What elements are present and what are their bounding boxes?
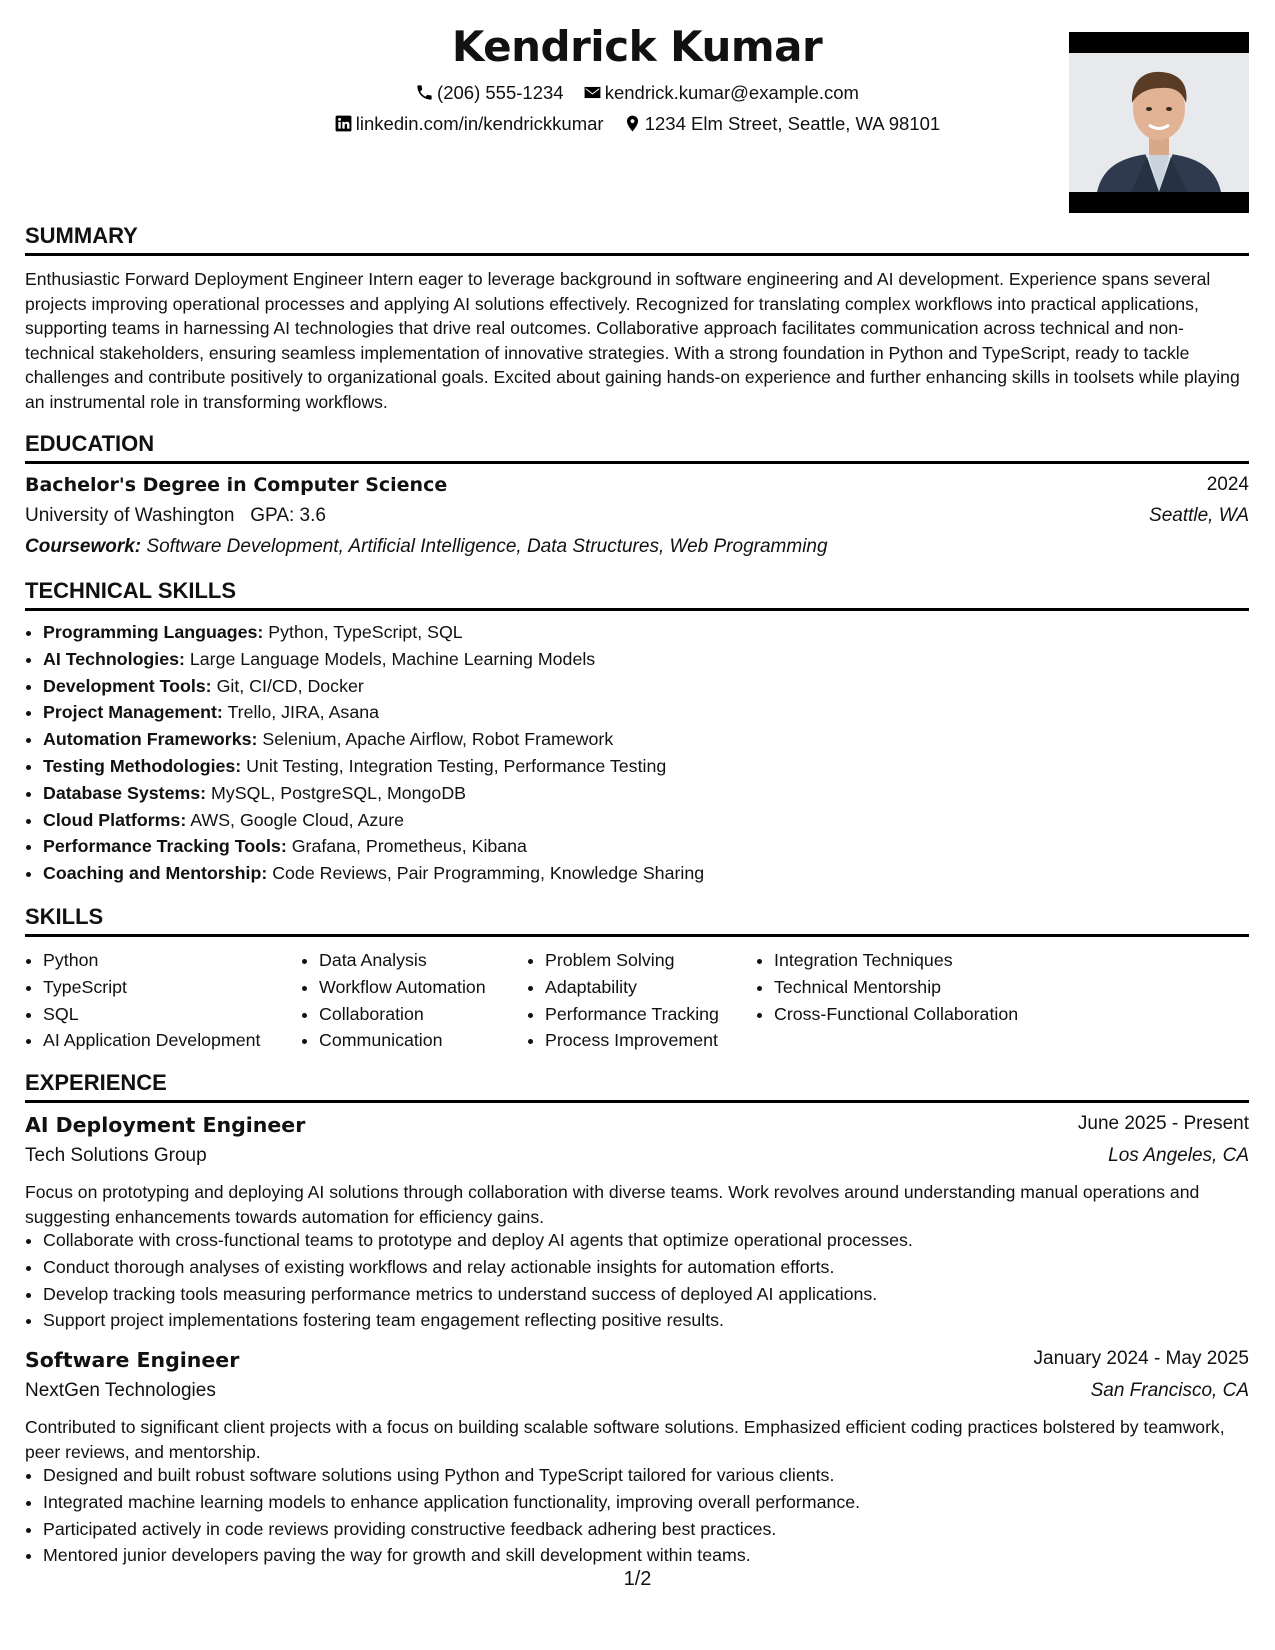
- job-bullet: • Mentored junior developers paving the way for growth and skill development within teams.: [43, 1543, 1243, 1570]
- job-bullet: • Support project implementations fostering team engagement reflecting positive results.: [43, 1308, 1243, 1335]
- job-dates: January 2024 - May 2025: [1033, 1348, 1249, 1369]
- school-location: Seattle, WA: [1149, 505, 1249, 526]
- technical-skill-label: AI Technologies:: [43, 648, 185, 669]
- skill-item: • SQL: [43, 1002, 260, 1029]
- company-name: NextGen Technologies: [25, 1380, 216, 1401]
- skills-column-2: [301, 948, 486, 1055]
- technical-skill-label: Project Management:: [43, 702, 223, 723]
- job-company-row: [25, 1380, 1249, 1402]
- technical-skill-label: Cloud Platforms:: [43, 809, 187, 830]
- job-description: Contributed to significant client projects with a focus on building scalable software solutions. Emphasized efficient coding practices bolstered by teamwork, peer reviews, and mentorship.: [25, 1417, 1225, 1462]
- address-contact: [623, 113, 941, 135]
- coursework-row: [25, 536, 1249, 558]
- technical-skill-label: Performance Tracking Tools:: [43, 836, 287, 857]
- education-school-row: [25, 505, 1249, 527]
- technical-skill-item: [43, 674, 1243, 701]
- resume-header: [25, 18, 1249, 218]
- skill-item: • Technical Mentorship: [774, 975, 1018, 1002]
- job-location: Los Angeles, CA: [1108, 1145, 1249, 1166]
- job-bullet: • Designed and built robust software solutions using Python and TypeScript tailored for various clients.: [43, 1463, 1243, 1490]
- technical-skill-value: MySQL, PostgreSQL, MongoDB: [211, 782, 467, 803]
- coursework-list: Software Development, Artificial Intelligence, Data Structures, Web Programming: [146, 536, 828, 557]
- technical-skill-label: Programming Languages:: [43, 622, 264, 642]
- technical-skill-item: [43, 647, 1243, 674]
- technical-skills-heading: TECHNICAL SKILLS: [25, 578, 1249, 611]
- technical-skill-value: Python, TypeScript, SQL: [268, 622, 463, 642]
- degree-name: Bachelor's Degree in Computer Science: [25, 474, 448, 496]
- technical-skill-item: [43, 861, 1243, 888]
- job-bullet: • Participated actively in code reviews providing constructive feedback adhering best practices.: [43, 1517, 1243, 1544]
- email-contact[interactable]: [583, 82, 859, 104]
- map-pin-icon: [623, 114, 642, 133]
- company-name: Tech Solutions Group: [25, 1145, 207, 1166]
- linkedin-contact[interactable]: [334, 113, 604, 135]
- skill-item: • TypeScript: [43, 975, 260, 1002]
- technical-skills-list: [25, 620, 1243, 888]
- skill-item: • Process Improvement: [545, 1028, 719, 1055]
- technical-skill-value: AWS, Google Cloud, Azure: [190, 809, 405, 830]
- skill-item: • Cross-Functional Collaboration: [774, 1002, 1018, 1029]
- skill-item: • Integration Techniques: [774, 948, 1018, 975]
- resume-page: [25, 0, 1249, 1650]
- technical-skill-item: [43, 727, 1243, 754]
- person-portrait-icon: [1069, 53, 1249, 192]
- skill-item: • Collaboration: [319, 1002, 486, 1029]
- phone-contact: [415, 82, 564, 104]
- technical-skill-value: Selenium, Apache Airflow, Robot Framework: [262, 729, 614, 750]
- technical-skill-value: Grafana, Prometheus, Kibana: [291, 836, 527, 857]
- job-title-row: [25, 1348, 1249, 1373]
- graduation-year: 2024: [1206, 474, 1249, 495]
- job-title: Software Engineer: [25, 1348, 240, 1372]
- technical-skill-item: [43, 620, 1243, 647]
- profile-photo: [1069, 32, 1249, 213]
- skill-item: • Problem Solving: [545, 948, 719, 975]
- job-bullet: • Integrated machine learning models to enhance application functionality, improving overall performance.: [43, 1490, 1243, 1517]
- skill-item: • Data Analysis: [319, 948, 486, 975]
- job-title-row: [25, 1113, 1249, 1138]
- job-dates: June 2025 - Present: [1077, 1113, 1249, 1134]
- skill-item: • Performance Tracking: [545, 1002, 719, 1029]
- job-bullet: • Collaborate with cross-functional teams to prototype and deploy AI agents that optimize operational processes.: [43, 1228, 1243, 1255]
- job-bullets: [25, 1463, 1243, 1570]
- job-description: Focus on prototyping and deploying AI solutions through collaboration with diverse teams. Work revolves around understanding manual operations and suggesting enhancements towards automation for efficiency gains.: [25, 1182, 1200, 1227]
- summary-text: Enthusiastic Forward Deployment Engineer Intern eager to leverage background in software engineering and AI development. Experience spans several projects improving operational processes and applying AI solutions effectively. Recognized for translating complex workflows into practical applications, supporting teams in harnessing AI technologies that drive real outcomes. Collaborative approach facilitates communication across technical and non-technical stakeholders, ensuring seamless implementation of innovative strategies. With a strong foundation in Python and TypeScript, ready to tackle challenges and contribute positively to organizational goals. Excited about gaining hands-on experience and further enhancing skills in toolsets while playing an instrumental role in transforming workflows.: [25, 269, 1240, 412]
- linkedin-icon: [334, 114, 353, 133]
- skills-column-3: [527, 948, 719, 1055]
- technical-skill-label: Database Systems:: [43, 782, 207, 803]
- summary-heading: SUMMARY: [25, 223, 1249, 256]
- job-title: AI Deployment Engineer: [25, 1113, 306, 1137]
- gpa: GPA: 3.6: [250, 505, 326, 526]
- skill-item: • Communication: [319, 1028, 486, 1055]
- technical-skill-value: Unit Testing, Integration Testing, Performance Testing: [246, 755, 667, 776]
- technical-skill-item: [43, 834, 1243, 861]
- email-address[interactable]: kendrick.kumar@example.com: [604, 82, 859, 104]
- technical-skill-value: Trello, JIRA, Asana: [227, 702, 379, 723]
- skill-item: • Adaptability: [545, 975, 719, 1002]
- technical-skill-label: Automation Frameworks:: [43, 729, 258, 750]
- school-name: University of Washington: [25, 505, 235, 526]
- envelope-icon: [583, 83, 602, 102]
- skills-heading: SKILLS: [25, 904, 1249, 937]
- page-number: 1/2: [623, 1568, 652, 1590]
- job-company-row: [25, 1145, 1249, 1167]
- job-location: San Francisco, CA: [1090, 1380, 1249, 1401]
- technical-skill-item: [43, 808, 1243, 835]
- skill-item: • Workflow Automation: [319, 975, 486, 1002]
- technical-skill-label: Testing Methodologies:: [43, 755, 242, 776]
- skill-item: • AI Application Development: [43, 1028, 260, 1055]
- experience-heading: EXPERIENCE: [25, 1070, 1249, 1103]
- candidate-name: Kendrick Kumar: [451, 22, 823, 71]
- phone-icon: [415, 83, 434, 102]
- linkedin-url[interactable]: linkedin.com/in/kendrickkumar: [355, 113, 604, 135]
- job-bullet: • Conduct thorough analyses of existing workflows and relay actionable insights for automation efforts.: [43, 1255, 1243, 1282]
- phone-number: (206) 555-1234: [437, 82, 564, 104]
- job-bullet: • Develop tracking tools measuring performance metrics to understand success of deployed AI applications.: [43, 1282, 1243, 1309]
- street-address: 1234 Elm Street, Seattle, WA 98101: [644, 113, 941, 135]
- technical-skill-label: Coaching and Mentorship:: [43, 863, 268, 884]
- contact-line-1: [25, 81, 1249, 104]
- technical-skill-label: Development Tools:: [43, 675, 212, 696]
- technical-skill-item: [43, 781, 1243, 808]
- skills-column-4: [756, 948, 1018, 1028]
- technical-skill-value: Large Language Models, Machine Learning Models: [189, 648, 596, 669]
- technical-skill-item: [43, 700, 1243, 727]
- technical-skill-item: [43, 754, 1243, 781]
- technical-skill-value: Code Reviews, Pair Programming, Knowledge Sharing: [272, 863, 705, 884]
- skills-column-1: [25, 948, 260, 1055]
- technical-skill-value: Git, CI/CD, Docker: [216, 675, 364, 696]
- job-bullets: [25, 1228, 1243, 1335]
- education-heading: EDUCATION: [25, 431, 1249, 464]
- education-degree-row: [25, 474, 1249, 497]
- coursework-label: Coursework:: [25, 536, 142, 557]
- contact-line-2: [25, 112, 1249, 135]
- skill-item: • Python: [43, 948, 260, 975]
